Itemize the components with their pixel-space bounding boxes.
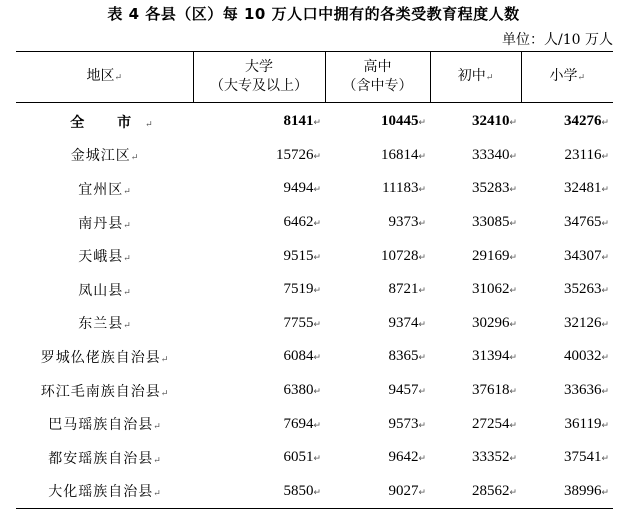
primary-cell: 34276↵ (563, 113, 609, 130)
header-high-line2: （含中专） (342, 78, 413, 94)
header-primary: 小学↵ (521, 52, 613, 103)
junior-cell: 27254↵ (471, 415, 517, 432)
primary-cell: 35263↵ (563, 281, 609, 298)
university-cell: 6084↵ (283, 348, 321, 365)
high-school-cell: 10445↵ (380, 113, 426, 130)
high-school-cell: 11183↵ (382, 180, 426, 197)
junior-cell: 33085↵ (471, 214, 517, 231)
junior-cell: 33352↵ (471, 449, 517, 466)
primary-cell: 38996↵ (521, 475, 613, 509)
university-cell: 6462↵ (283, 214, 321, 231)
university-cell: 8141↵ (283, 113, 321, 130)
high-school-cell: 9642↵ (388, 449, 426, 466)
header-high-school (325, 52, 430, 103)
high-school-cell: 8365↵ (388, 348, 426, 365)
table-row (16, 441, 613, 475)
table-row (16, 307, 613, 341)
university-cell: 6380↵ (283, 382, 321, 399)
primary-cell: 34307↵ (563, 247, 609, 264)
university-cell: 7755↵ (283, 314, 321, 331)
junior-cell: 31394↵ (471, 348, 517, 365)
primary-cell: 36119↵ (564, 415, 609, 432)
table-row (16, 206, 613, 240)
region-cell: 大化瑶族自治县↵ (16, 475, 193, 509)
table-row (16, 139, 613, 173)
table-row (16, 407, 613, 441)
table-row (16, 475, 613, 509)
junior-cell: 29169↵ (471, 247, 517, 264)
high-school-cell: 8721↵ (388, 281, 426, 298)
region-cell: 凤山县↵ (78, 282, 131, 299)
primary-cell: 23116↵ (564, 146, 609, 163)
primary-cell: 33636↵ (563, 382, 609, 399)
primary-cell: 34765↵ (563, 214, 609, 231)
junior-cell: 33340↵ (471, 146, 517, 163)
junior-cell: 35283↵ (471, 180, 517, 197)
high-school-cell: 9027↵ (325, 475, 430, 509)
university-cell: 7519↵ (283, 281, 321, 298)
header-region: 地区↵ (16, 52, 193, 103)
region-cell: 宜州区↵ (78, 181, 131, 198)
region-cell: 巴马瑶族自治县↵ (48, 417, 161, 434)
table-title: 表 4 各县（区）每 10 万人口中拥有的各类受教育程度人数 (107, 5, 520, 23)
primary-cell: 37541↵ (563, 449, 609, 466)
high-school-cell: 9457↵ (388, 382, 426, 399)
high-school-cell: 9573↵ (388, 415, 426, 432)
header-university-line2: （大专及以上） (210, 78, 308, 94)
university-cell: 9515↵ (283, 247, 321, 264)
table-row (16, 374, 613, 408)
region-cell: 南丹县↵ (78, 215, 131, 232)
junior-cell: 30296↵ (471, 314, 517, 331)
region-cell: 都安瑶族自治县↵ (48, 450, 161, 467)
header-university (193, 52, 325, 103)
table-row (16, 239, 613, 273)
junior-cell: 31062↵ (471, 281, 517, 298)
junior-cell: 28562↵ (430, 475, 521, 509)
high-school-cell: 16814↵ (380, 146, 426, 163)
unit-label: 单位：人/10 万人 (502, 32, 613, 48)
table-row (16, 172, 613, 206)
university-cell: 15726↵ (275, 146, 321, 163)
high-school-cell: 9374↵ (388, 314, 426, 331)
region-cell: 天峨县↵ (78, 249, 131, 266)
high-school-cell: 10728↵ (380, 247, 426, 264)
university-cell: 9494↵ (283, 180, 321, 197)
primary-cell: 32126↵ (563, 314, 609, 331)
junior-cell: 37618↵ (471, 382, 517, 399)
education-table (16, 51, 613, 509)
region-cell: 罗城仫佬族自治县↵ (40, 349, 169, 366)
header-high-line1: 高中 (363, 59, 392, 75)
primary-cell: 40032↵ (563, 348, 609, 365)
region-cell: 环江毛南族自治县↵ (40, 383, 169, 400)
total-row (16, 103, 613, 139)
table-row (16, 273, 613, 307)
university-cell: 6051↵ (283, 449, 321, 466)
high-school-cell: 9373↵ (388, 214, 426, 231)
junior-cell: 32410↵ (471, 113, 517, 130)
region-cell: 全 市↵ (70, 114, 153, 131)
region-cell: 金城江区↵ (70, 148, 139, 165)
header-university-line1: 大学 (245, 59, 273, 75)
header-row (16, 52, 613, 103)
university-cell: 5850↵ (193, 475, 325, 509)
region-cell: 东兰县↵ (78, 316, 131, 333)
table-row (16, 340, 613, 374)
university-cell: 7694↵ (283, 415, 321, 432)
primary-cell: 32481↵ (563, 180, 609, 197)
header-junior: 初中↵ (430, 52, 521, 103)
